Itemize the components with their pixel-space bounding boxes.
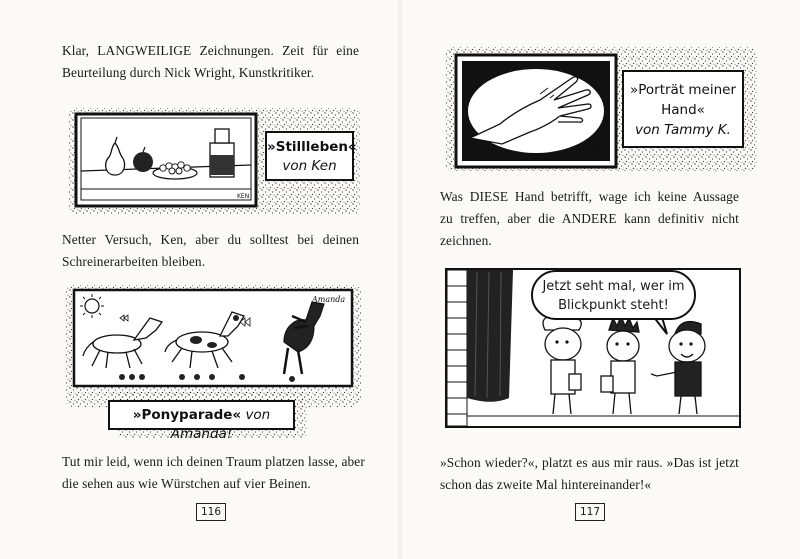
caption-title: »Ponyparade« [132, 407, 242, 423]
text-line: »Schon wieder?«, platzt es aus mir raus. »Das ist jetzt [440, 455, 739, 470]
text-line: zu treffen, aber die ANDERE kann definitiv nicht [440, 211, 739, 226]
left-paragraph-1 [62, 40, 359, 84]
speech-line: Blickpunkt steht! [558, 298, 669, 313]
text-line: Beurteilung durch Nick Wright, Kunstkritiker. [62, 65, 315, 80]
right-paragraph-2 [440, 452, 739, 496]
caption-title: »Stillleben« [267, 139, 357, 155]
still-life-caption [265, 131, 357, 181]
text-line: Tut mir leid, wenn ich deinen Traum platzen lasse, aber [62, 454, 365, 469]
right-paragraph-1 [440, 186, 739, 252]
right-page [400, 0, 800, 559]
caption-artist: von Amanda! [170, 407, 271, 442]
speech-line: Jetzt seht mal, wer im [542, 279, 685, 294]
left-paragraph-2 [62, 229, 359, 273]
text-line: Was DIESE Hand betrifft, wage ich keine Aussage [440, 189, 739, 204]
pony-parade-signature: Amanda [312, 295, 346, 304]
caption-title-line: Hand« [661, 102, 705, 118]
pony-parade-caption [108, 400, 295, 442]
hand-portrait-caption [622, 70, 744, 148]
page-number: 116 [196, 503, 226, 521]
text-line: schon das zweite Mal hintereinander!« [440, 477, 652, 492]
text-line: Schreinerarbeiten bleiben. [62, 254, 206, 269]
caption-title-line: »Porträt meiner [629, 82, 737, 98]
still-life-signature: KEN [237, 193, 250, 200]
text-line: die sehen aus wie Würstchen auf vier Beinen. [62, 476, 311, 491]
text-line: zeichnen. [440, 233, 492, 248]
caption-artist: von Tammy K. [635, 122, 731, 138]
page-number: 117 [575, 503, 605, 521]
caption-artist: von Ken [282, 158, 337, 174]
speech-bubble [531, 270, 696, 320]
left-paragraph-3 [62, 451, 365, 495]
text-line: Netter Versuch, Ken, aber du solltest bei deinen [62, 232, 359, 247]
hand-portrait-signature: T.K. [592, 145, 603, 152]
text-line: Klar, LANGWEILIGE Zeichnungen. Zeit für eine [62, 43, 359, 58]
